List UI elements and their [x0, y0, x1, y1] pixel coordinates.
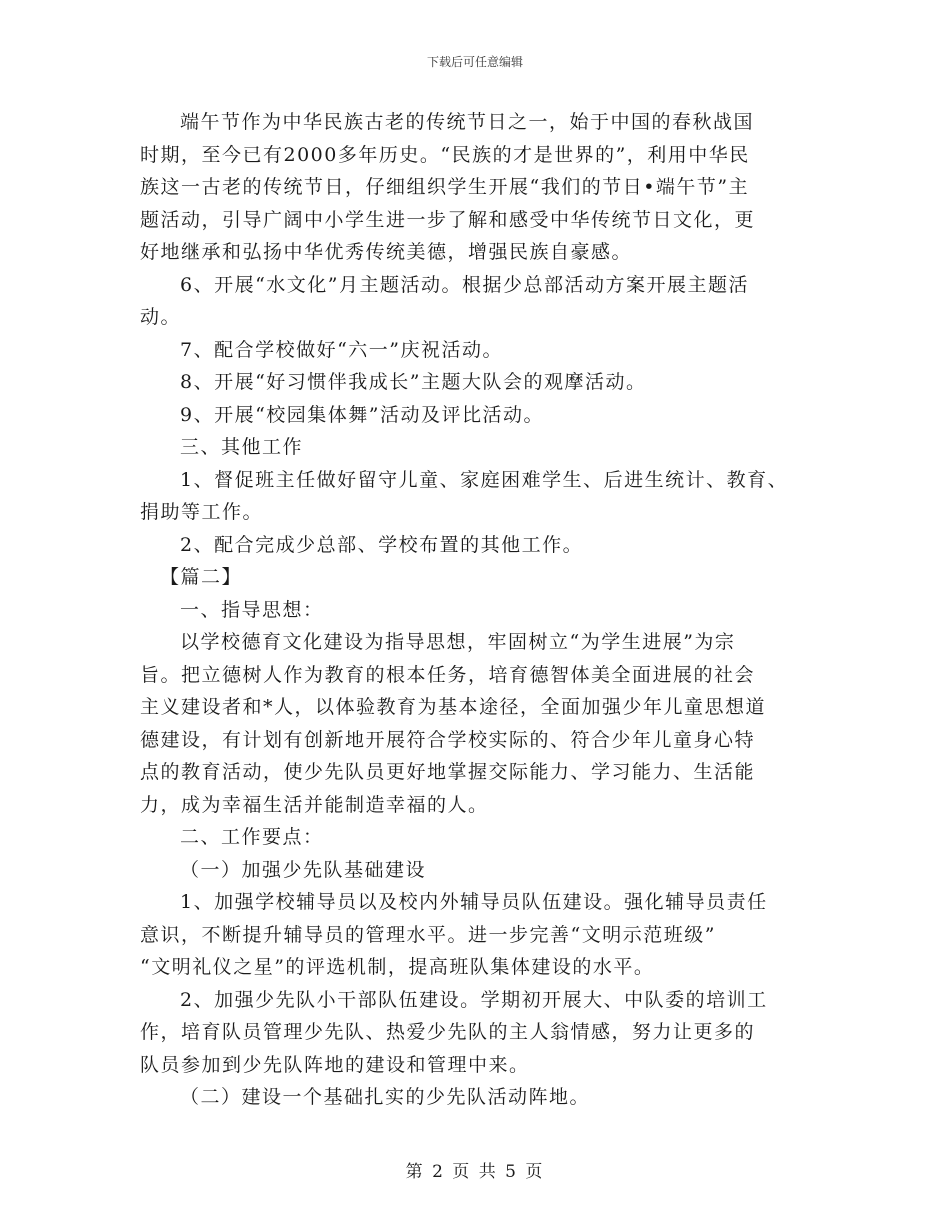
- list-item-line: 7、配合学校做好“六一”庆祝活动。: [180, 338, 504, 361]
- list-item-line: 2、加强少先队小干部队伍建设。学期初开展大、中队委的培训工: [180, 988, 768, 1011]
- paragraph-line: 端午节作为中华民族古老的传统节日之一，始于中国的春秋战国: [180, 111, 755, 133]
- list-item-line: 动。: [140, 306, 182, 328]
- list-item-line: 2、配合完成少总部、学校布置的其他工作。: [180, 533, 584, 556]
- page-header-note: 下载后可任意编辑: [426, 55, 523, 69]
- list-item-line: 6、开展“水文化”月主题活动。根据少总部活动方案开展主题活: [180, 273, 750, 296]
- paragraph-line: 族这一古老的传统节日，仔细组织学生开展“我们的节日•端午节”主: [140, 176, 750, 198]
- list-item-line: 9、开展“校园集体舞”活动及评比活动。: [180, 403, 545, 426]
- paragraph-line: 以学校德育文化建设为指导思想，牢固树立“为学生进展”为宗: [180, 631, 736, 653]
- part-heading: 【篇二】: [160, 566, 243, 588]
- page-number-footer: 第 2 页 共 5 页: [405, 1162, 545, 1182]
- paragraph-line: 好地继承和弘扬中华优秀传统美德，增强民族自豪感。: [140, 241, 633, 263]
- paragraph-line: 主义建设者和*人，以体验教育为基本途径，全面加强少年儿童思想道: [140, 696, 767, 718]
- list-item-line: 作，培育队员管理少先队、热爱少先队的主人翁情感，努力让更多的: [140, 1021, 756, 1043]
- section-heading: 三、其他工作: [180, 436, 304, 458]
- subsection-heading: （一）加强少先队基础建设: [180, 858, 427, 881]
- paragraph-line: 德建设，有计划有创新地开展符合学校实际的、符合少年儿童身心特: [140, 728, 756, 751]
- paragraph-line: 时期，至今已有2000多年历史。“民族的才是世界的”，利用中华民: [140, 143, 750, 166]
- section-heading: 二、工作要点：: [180, 826, 324, 848]
- list-item-line: 队员参加到少先队阵地的建设和管理中来。: [140, 1053, 530, 1076]
- list-item-line: 意识，不断提升辅导员的管理水平。进一步完善“文明示范班级”: [140, 923, 716, 946]
- list-item-line: 捐助等工作。: [140, 501, 264, 523]
- paragraph-line: 点的教育活动，使少先队员更好地掌握交际能力、学习能力、生活能: [140, 761, 756, 783]
- paragraph-line: 力，成为幸福生活并能制造幸福的人。: [140, 793, 489, 816]
- document-body: [140, 106, 830, 1114]
- subsection-heading: （二）建设一个基础扎实的少先队活动阵地。: [180, 1086, 591, 1108]
- section-heading: 一、指导思想：: [180, 598, 324, 621]
- paragraph-line: 题活动，引导广阔中小学生进一步了解和感受中华传统节日文化，更: [140, 208, 756, 231]
- list-item-line: 1、加强学校辅导员以及校内外辅导员队伍建设。强化辅导员责任: [180, 891, 768, 913]
- list-item-line: 1、督促班主任做好留守儿童、家庭困难学生、后进生统计、教育、: [180, 468, 789, 491]
- list-item-line: 8、开展“好习惯伴我成长”主题大队会的观摩活动。: [180, 371, 647, 393]
- paragraph-line: 旨。把立德树人作为教育的根本任务，培育德智体美全面进展的社会: [140, 663, 756, 686]
- list-item-line: “文明礼仪之星”的评选机制，提高班队集体建设的水平。: [140, 956, 655, 978]
